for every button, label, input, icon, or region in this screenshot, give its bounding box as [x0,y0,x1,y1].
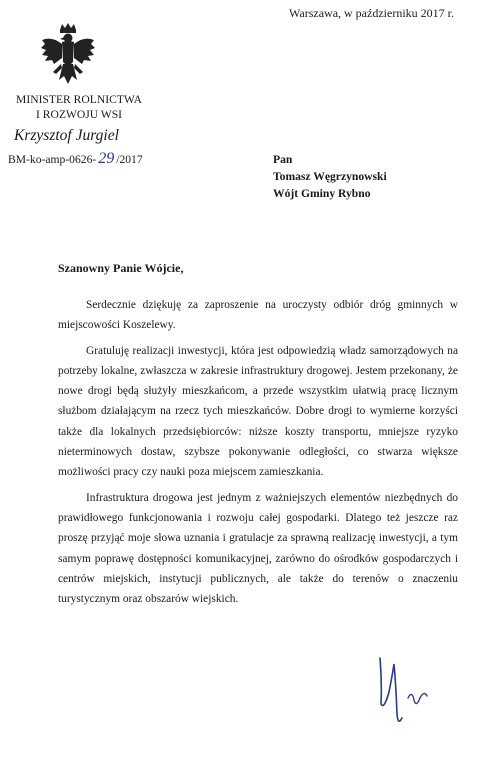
reference-handwritten-number: 29 [98,150,115,167]
addressee-position: Wójt Gminy Rybno [273,187,371,200]
ministry-line-2: I ROZWOJU WSI [35,108,123,121]
eagle-emblem-icon [40,22,96,90]
ministry-line-1: MINISTER ROLNICTWA [16,93,142,106]
paragraph-1: Serdecznie dziękuję za zaproszenie na uroczysty odbiór dróg gminnych w miejscowości Koszelewy. [58,299,458,332]
addressee-block [273,151,387,202]
addressee-title: Pan [273,153,293,166]
addressee-name: Tomasz Węgrzynowski [273,170,387,183]
reference-prefix: BM-ko-amp-0626- [8,153,97,166]
paragraph-3: Infrastruktura drogowa jest jednym z ważniejszych elementów niezbędnych do prawidłowego funkcjonowania i rozwoju całej gospodarki. Dlatego też jeszcze raz proszę przyjąć moje słowa uznania i gratulacje za sprawną realizację inwestycji, a tym samym poprawę dostępności komunikacyjnej, zarówno do ośrodków gospodarczych i centrów miejskich, instytucji publicznych, ale także do terenów o znaczeniu turystycznym oraz obszarów wiejskich. [58,491,458,606]
place-date: Warszawa, w październiku 2017 r. [289,6,454,20]
signature-icon [372,652,442,732]
ministry-name [6,92,152,122]
salutation: Szanowny Panie Wójcie, [58,261,184,275]
paragraph-2: Gratuluję realizacji inwestycji, która jest odpowiedzią władz samorządowych na potrzeby lokalne, zwłaszcza w zakresie infrastruktury drogowej. Jestem przekonany, że nowe drogi będą służyły mieszkańcom, a przede wszystkim ułatwią pracę licznym służbom działającym na rzecz tych mieszkańców. Dobre drogi to wymierne korzyści także dla lokalnych przedsiębiorców: niższe koszty transportu, mniejsze ryzyko nieterminowych dostaw, szybsze pokonywanie odległości, co stwarza większe możliwości pracy czy nauki poza miejscem zamieszkania. [58,344,458,479]
reference-suffix: /2017 [116,153,143,166]
letter-body [58,295,458,614]
minister-name: Krzysztof Jurgiel [14,127,119,144]
reference-number [8,150,143,168]
